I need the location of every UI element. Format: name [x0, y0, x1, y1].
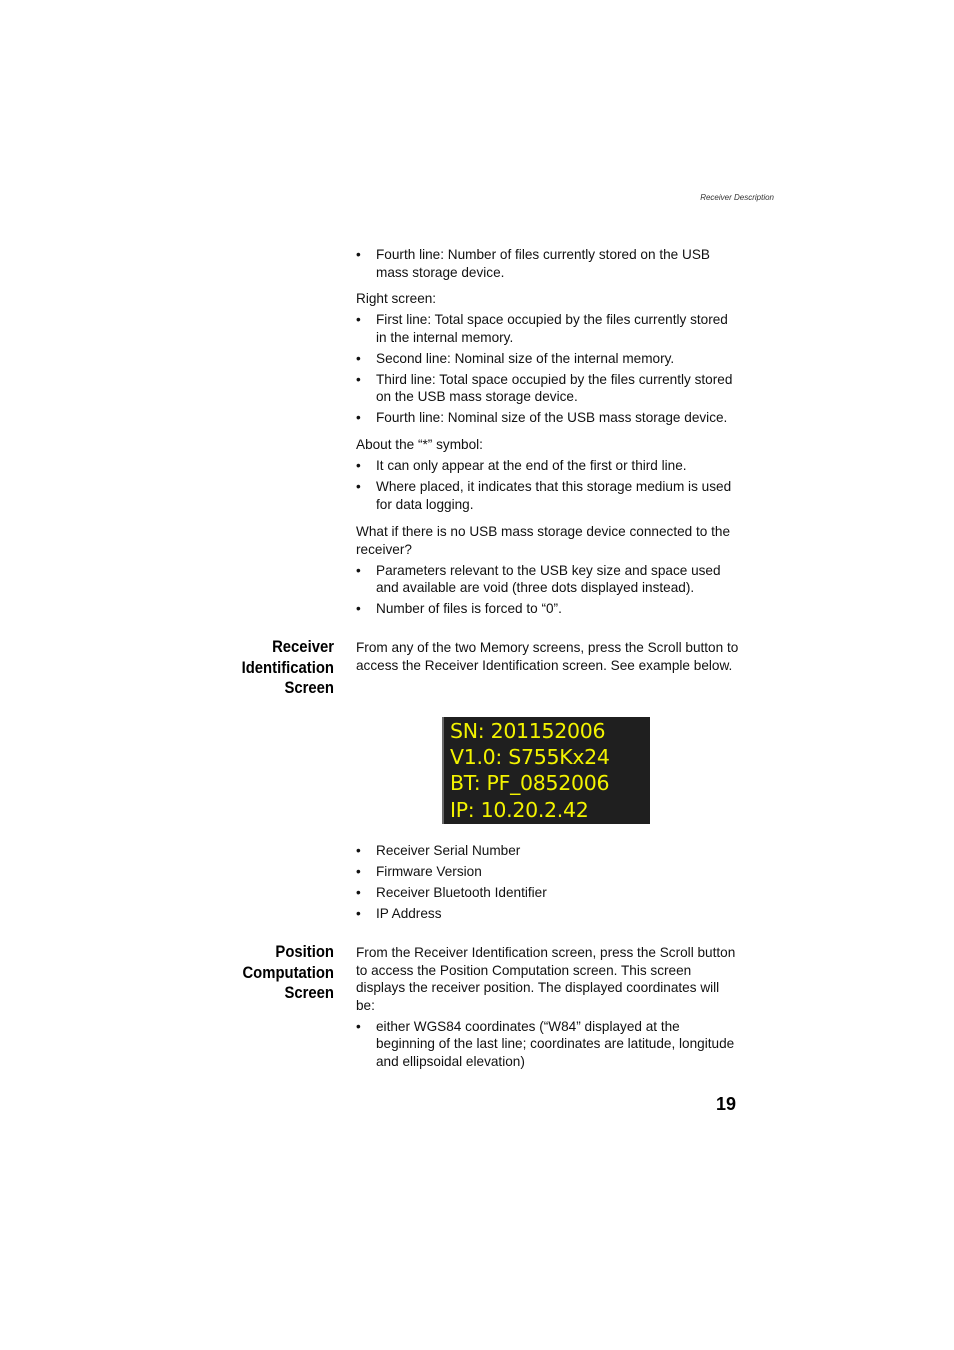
- receiver-identification-text: From any of the two Memory screens, press the Scroll button to access the Receiver Identification screen. See example below.: [356, 640, 739, 673]
- position-computation-body: [356, 944, 740, 1074]
- bullet-list: [356, 562, 740, 618]
- receiver-display: [442, 717, 650, 824]
- list-item: • Fourth line: Number of files currently stored on the USB mass storage device.: [356, 246, 740, 281]
- bullet-list: [356, 842, 740, 923]
- list-item: • Receiver Serial Number: [356, 842, 740, 860]
- heading-line: Computation: [242, 963, 334, 982]
- bullet-list: [356, 1018, 740, 1071]
- bullet-list: [356, 457, 740, 513]
- heading-line: Screen: [284, 984, 334, 1002]
- list-item: • Third line: Total space occupied by the files currently stored on the USB mass storage device.: [356, 371, 740, 406]
- list-item: • Parameters relevant to the USB key size and space used and available are void (three dots displayed instead).: [356, 562, 740, 597]
- list-item: • Receiver Bluetooth Identifier: [356, 884, 740, 902]
- no-usb-block: [356, 523, 740, 621]
- display-line-bluetooth: BT: PF_0852006: [450, 771, 610, 796]
- page-number: 19: [715, 1094, 736, 1114]
- display-legend-block: [356, 842, 740, 926]
- symbol-intro: About the “*” symbol:: [356, 437, 483, 452]
- receiver-identification-body: [356, 639, 740, 674]
- heading-line: Receiver: [272, 638, 334, 656]
- list-item: • Fourth line: Nominal size of the USB mass storage device.: [356, 409, 740, 427]
- bullet-list: [356, 311, 740, 427]
- display-line-ip: IP: 10.20.2.42: [450, 797, 589, 822]
- list-item: • Number of files is forced to “0”.: [356, 600, 740, 618]
- list-item: • IP Address: [356, 905, 740, 923]
- heading-line: Identification: [241, 658, 334, 677]
- heading-line: Position: [275, 943, 334, 961]
- running-header: Receiver Description: [700, 193, 774, 202]
- list-item: • It can only appear at the end of the first or third line.: [356, 457, 740, 475]
- position-computation-text: From the Receiver Identification screen, press the Scroll button to access the Position Computation screen. This screen displays the receiver position. The displayed coordinates will be:: [356, 945, 736, 1013]
- usb-files-block: [356, 246, 740, 285]
- heading-line: Screen: [284, 679, 334, 697]
- list-item: • First line: Total space occupied by the files currently stored in the internal memory.: [356, 311, 740, 346]
- position-computation-heading: [213, 942, 334, 1004]
- symbol-block: [356, 436, 740, 517]
- list-item: • Firmware Version: [356, 863, 740, 881]
- list-item: • either WGS84 coordinates (“W84” displayed at the beginning of the last line; coordinates are latitude, longitude and ellipsoidal elevation): [356, 1018, 740, 1071]
- list-item: • Where placed, it indicates that this storage medium is used for data logging.: [356, 478, 740, 513]
- receiver-identification-heading: [213, 637, 334, 699]
- bullet-list: [356, 246, 740, 281]
- no-usb-intro: What if there is no USB mass storage device connected to the receiver?: [356, 524, 731, 557]
- right-screen-intro: Right screen:: [356, 291, 437, 306]
- display-line-firmware: V1.0: S755Kx24: [450, 745, 610, 770]
- right-screen-block: [356, 290, 740, 430]
- display-line-serial: SN: 201152006: [450, 719, 606, 743]
- list-item: • Second line: Nominal size of the internal memory.: [356, 350, 740, 368]
